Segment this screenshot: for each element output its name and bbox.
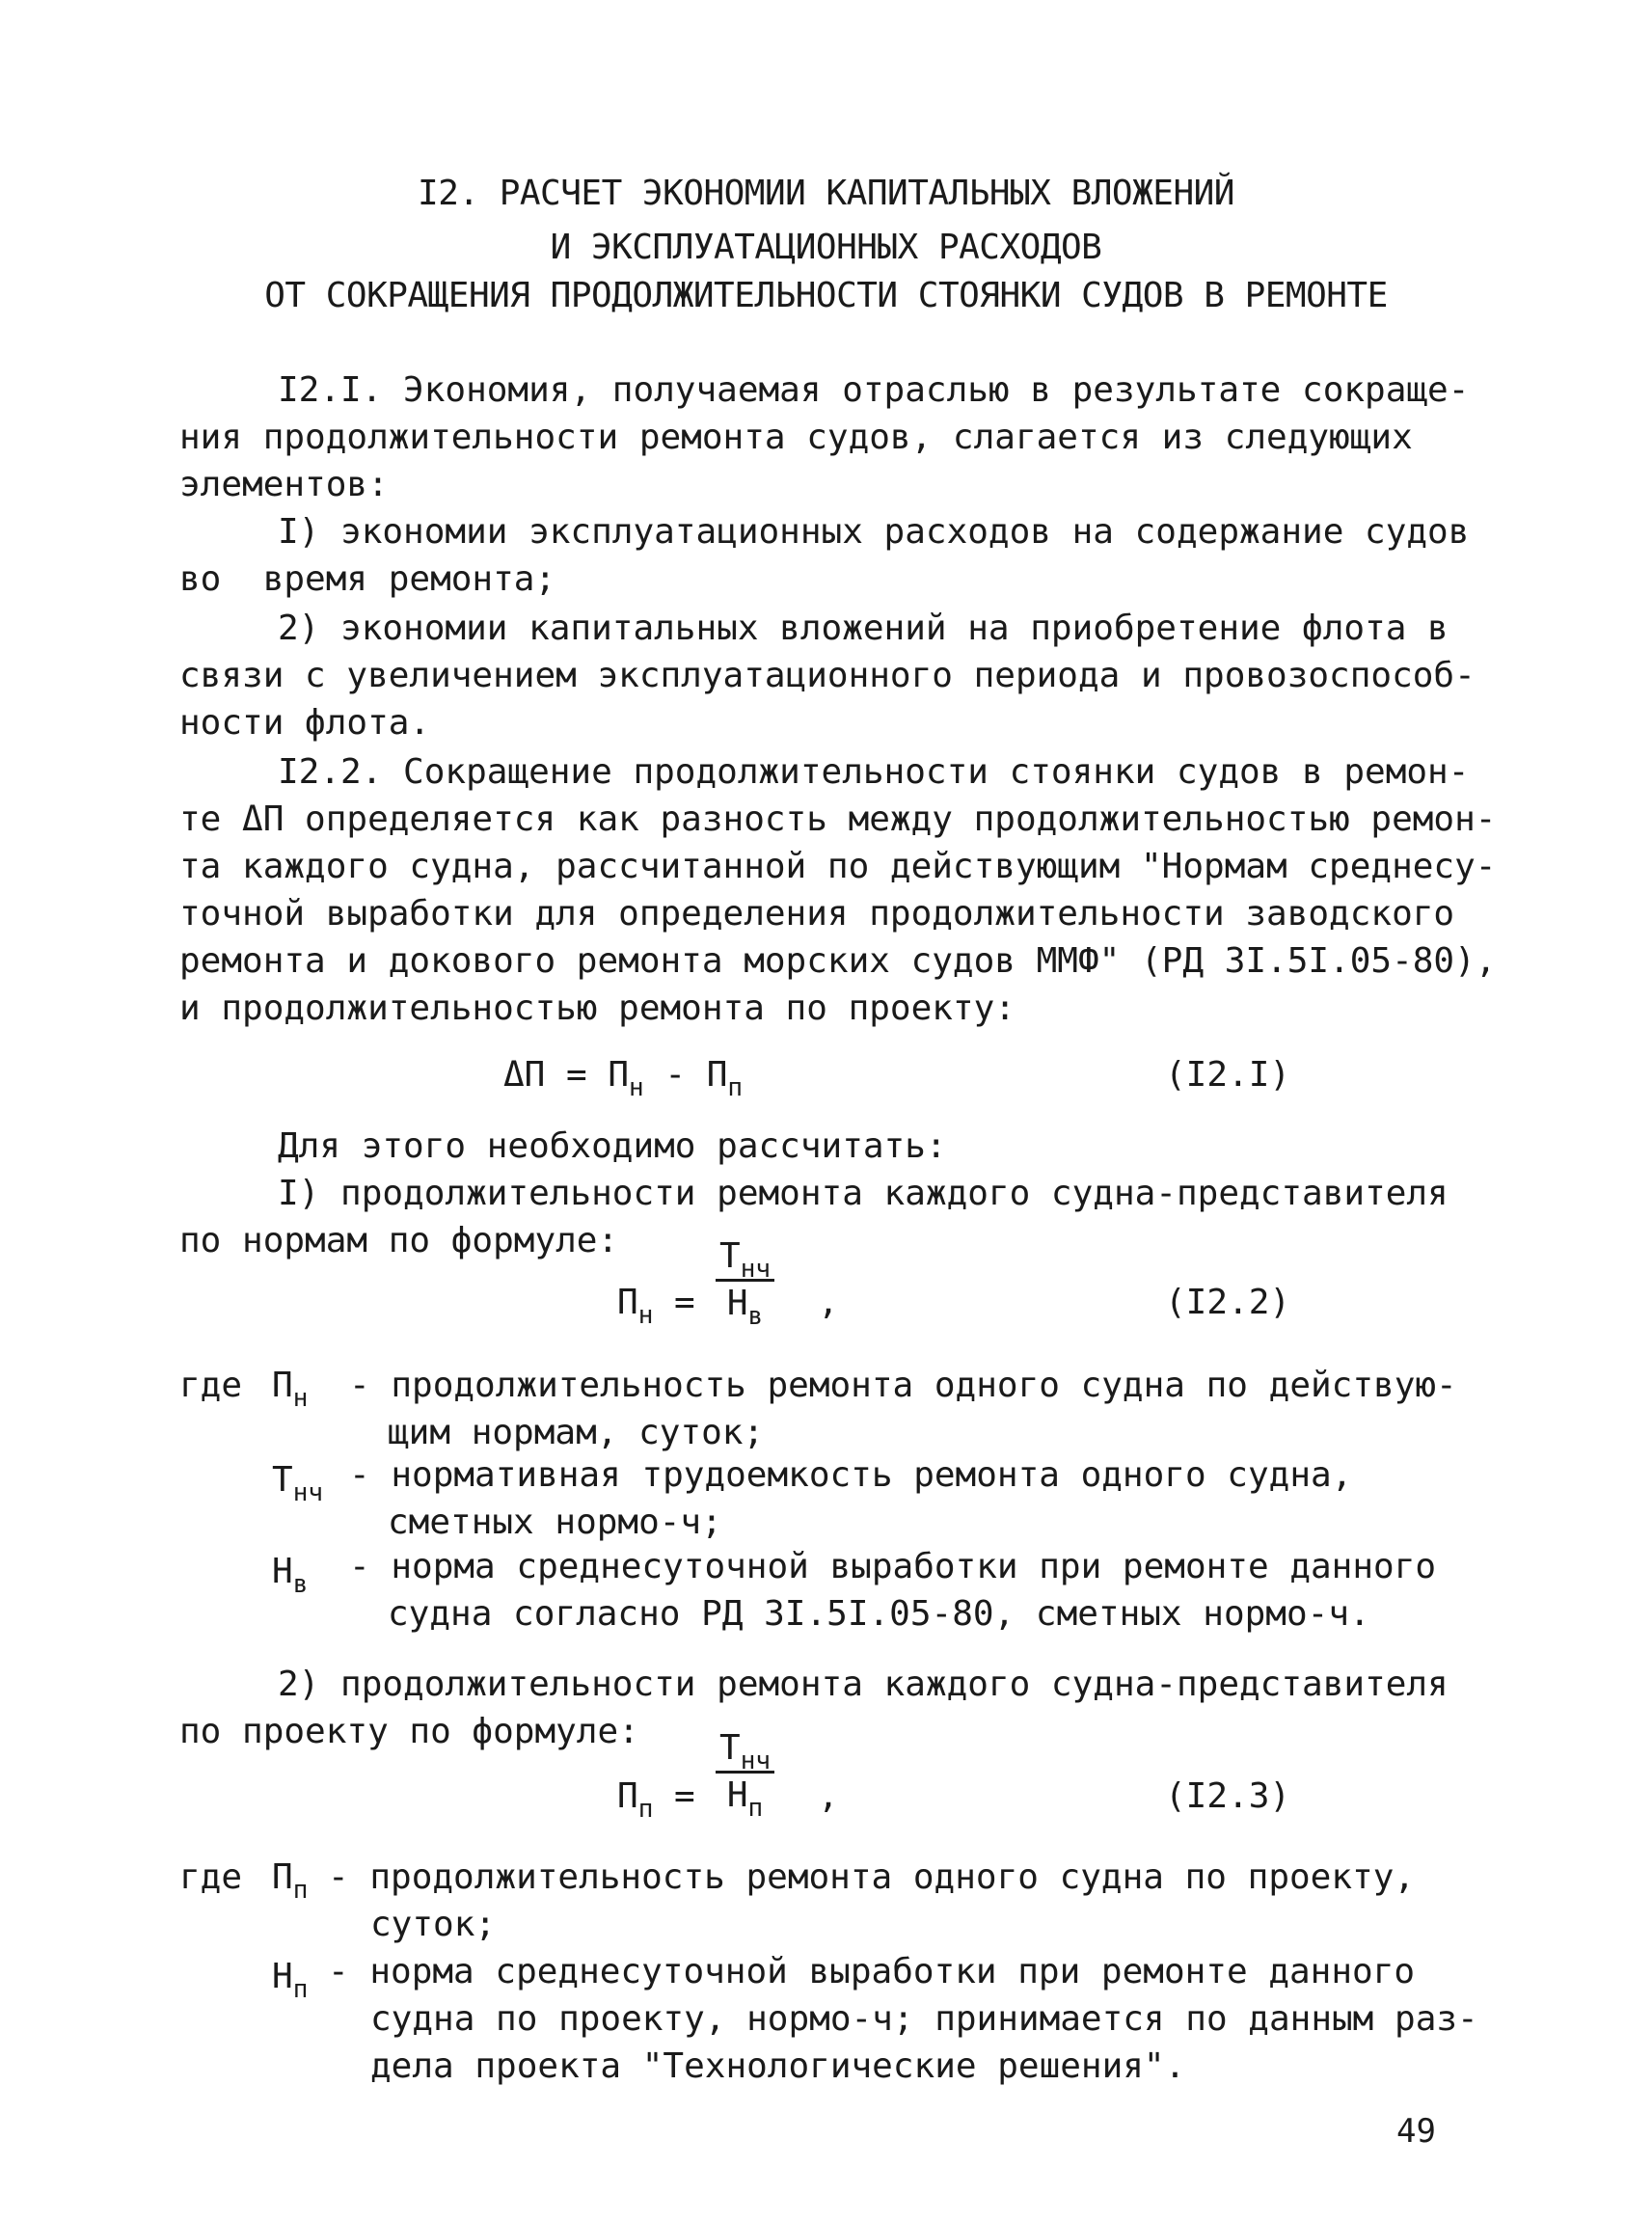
equation-12-1: $\Delta П = П_н - П_п$ bbox=[503, 1055, 744, 1102]
list-item-line: I) продолжительности ремонта каждого судна-представителя bbox=[278, 1174, 1449, 1213]
definition-text: щим нормам, суток; bbox=[388, 1413, 765, 1452]
where-label: где bbox=[179, 1857, 243, 1897]
paragraph-line: и продолжительностью ремонта по проекту: bbox=[179, 989, 1016, 1028]
list-item-line: 2) экономии капитальных вложений на приобретение флота в bbox=[278, 609, 1449, 648]
paragraph-line: элементов: bbox=[179, 465, 389, 504]
equation-comma: , bbox=[818, 1776, 839, 1816]
list-item-line: по нормам по формуле: bbox=[179, 1221, 619, 1260]
equation-12-3-fraction: $Т_{нч}$ $Н_п$ bbox=[716, 1726, 774, 1818]
section-title-line-1: I2. РАСЧЕТ ЭКОНОМИИ КАПИТАЛЬНЫХ ВЛОЖЕНИЙ bbox=[418, 174, 1234, 213]
definition-symbol: $Н_в$ bbox=[272, 1552, 309, 1599]
paragraph-line: ремонта и докового ремонта морских судов ММФ" (РД 3I.5I.05-80), bbox=[179, 941, 1497, 981]
equation-comma: , bbox=[818, 1283, 839, 1322]
paragraph-line: точной выработки для определения продолжительности заводского bbox=[179, 894, 1455, 934]
definition-text: сметных нормо-ч; bbox=[388, 1503, 722, 1542]
definition-text: - продолжительность ремонта одного судна по действую- bbox=[349, 1366, 1457, 1405]
list-item-line: I) экономии эксплуатационных расходов на содержание судов bbox=[278, 512, 1470, 552]
definition-text: - продолжительность ремонта одного судна по проекту, bbox=[328, 1857, 1416, 1897]
paragraph-line: ния продолжительности ремонта судов, слагается из следующих bbox=[179, 418, 1413, 457]
list-item-line: во время ремонта; bbox=[179, 559, 556, 599]
definition-text: судна согласно РД 3I.5I.05-80, сметных нормо-ч. bbox=[388, 1594, 1370, 1634]
list-item-line: по проекту по формуле: bbox=[179, 1712, 639, 1751]
where-label: где bbox=[179, 1366, 243, 1405]
paragraph-line: I2.2. Сокращение продолжительности стоянки судов в ремон- bbox=[278, 752, 1470, 792]
list-item-line: 2) продолжительности ремонта каждого судна-представителя bbox=[278, 1665, 1449, 1704]
list-item-line: ности флота. bbox=[179, 703, 431, 743]
equation-12-3-lhs: $П_п$ = bbox=[617, 1776, 695, 1824]
definition-symbol: $П_п$ bbox=[272, 1857, 309, 1905]
definition-text: судна по проекту, нормо-ч; принимается по данным раз- bbox=[370, 1999, 1478, 2039]
paragraph-line: та каждого судна, рассчитанной по действующим "Нормам среднесу- bbox=[179, 847, 1497, 886]
equation-number: (I2.I) bbox=[1165, 1055, 1291, 1095]
equation-12-2-lhs: $П_н$ = bbox=[617, 1283, 695, 1330]
definition-text: - нормативная трудоемкость ремонта одного судна, bbox=[349, 1455, 1353, 1495]
paragraph-line: I2.I. Экономия, получаемая отраслью в результате сокраще- bbox=[278, 370, 1470, 410]
equation-number: (I2.3) bbox=[1165, 1776, 1291, 1816]
definition-text: суток; bbox=[370, 1905, 497, 1944]
section-title-line-3: ОТ СОКРАЩЕНИЯ ПРОДОЛЖИТЕЛЬНОСТИ СТОЯНКИ СУДОВ В РЕМОНТЕ bbox=[264, 276, 1388, 315]
definition-symbol: $Т_{нч}$ bbox=[272, 1460, 323, 1507]
definition-symbol: $Н_п$ bbox=[272, 1957, 309, 2004]
definition-text: дела проекта "Технологические решения". bbox=[370, 2046, 1186, 2086]
equation-12-2-fraction: $Т_{нч}$ $Н_в$ bbox=[716, 1234, 774, 1326]
definition-symbol: $П_н$ bbox=[272, 1366, 309, 1413]
definition-text: - норма среднесуточной выработки при ремонте данного bbox=[349, 1547, 1437, 1586]
paragraph-line: Для этого необходимо рассчитать: bbox=[278, 1126, 947, 1166]
paragraph-line: те ΔП определяется как разность между продолжительностью ремон- bbox=[179, 799, 1497, 839]
definition-text: - норма среднесуточной выработки при ремонте данного bbox=[328, 1952, 1416, 1991]
equation-number: (I2.2) bbox=[1165, 1283, 1291, 1322]
page-number: 49 bbox=[1396, 2112, 1436, 2151]
section-title-line-2: И ЭКСПЛУАТАЦИОННЫХ РАСХОДОВ bbox=[550, 228, 1102, 267]
list-item-line: связи с увеличением эксплуатационного периода и провозоспособ- bbox=[179, 656, 1476, 695]
